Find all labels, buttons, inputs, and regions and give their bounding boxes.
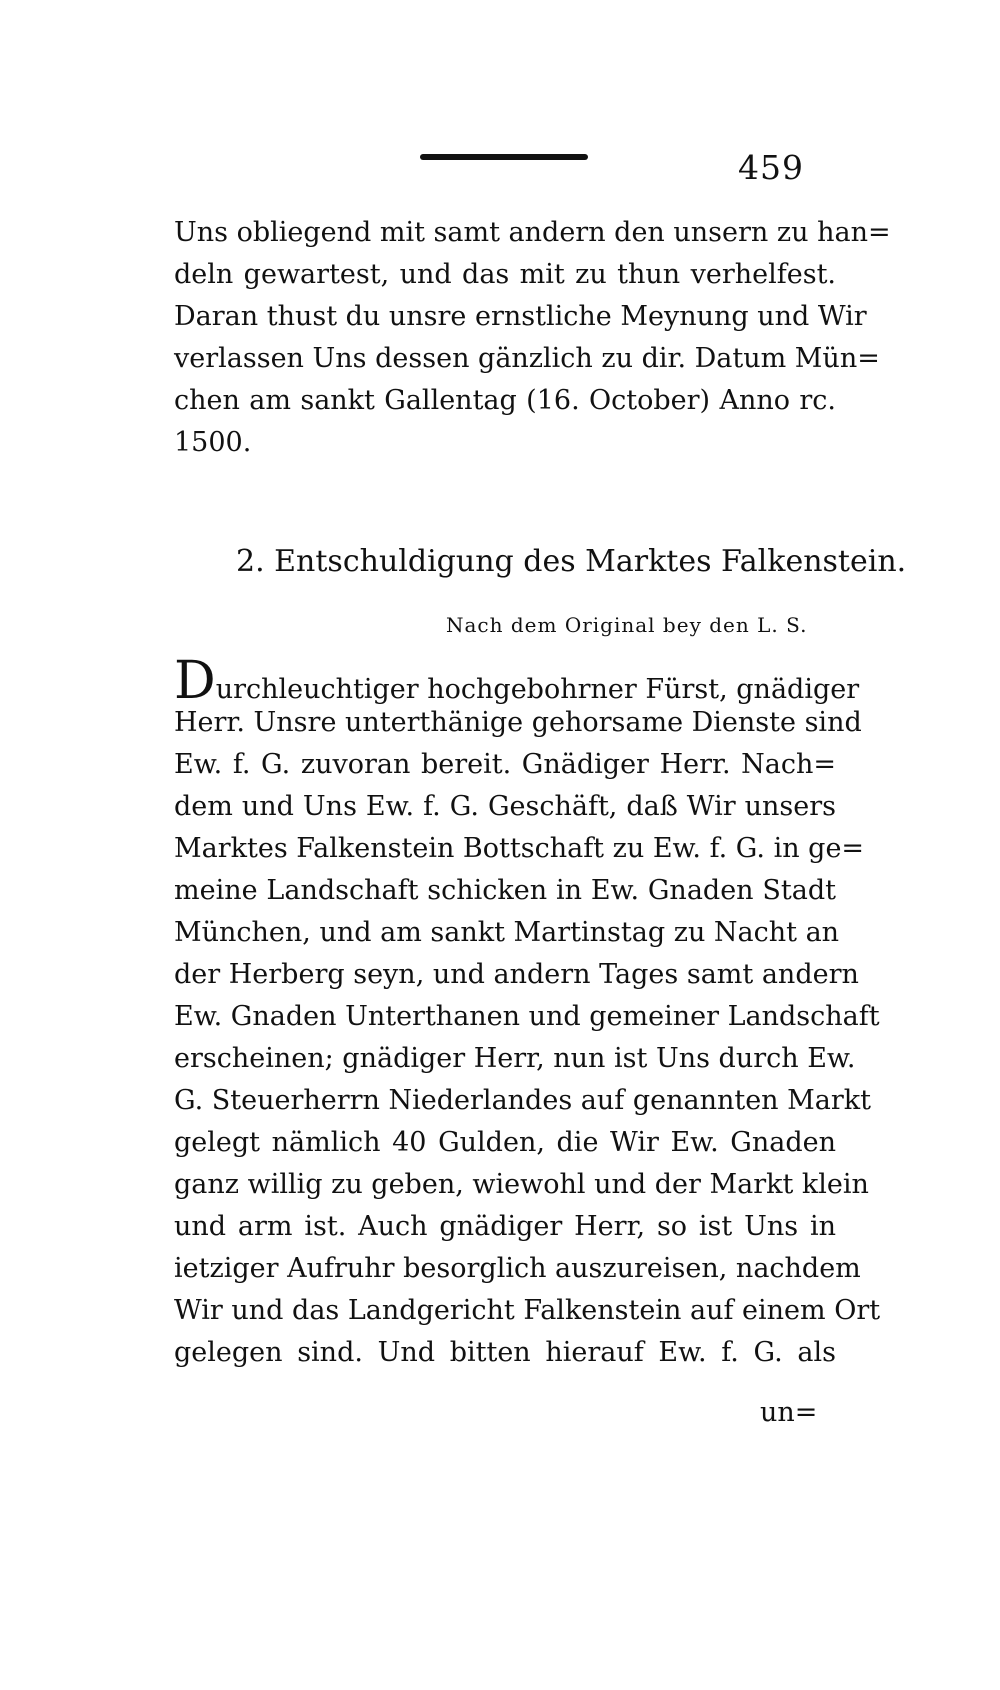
text-line: verlassen Uns dessen gänzlich zu dir. Datum Mün= (174, 343, 880, 374)
page-number: 459 (738, 148, 804, 187)
text-line: meine Landschaft schicken in Ew. Gnaden Stadt (174, 875, 836, 906)
text-line: 1500. (174, 427, 252, 458)
text-line: Marktes Falkenstein Bottschaft zu Ew. f. G. in ge= (174, 833, 865, 864)
text-line: Ew. Gnaden Unterthanen und gemeiner Landschaft (174, 1001, 880, 1032)
source-note: Nach dem Original bey den L. S. (446, 613, 808, 637)
text-line: chen am sankt Gallentag (16. October) Anno rc. (174, 385, 836, 416)
text-line: erscheinen; gnädiger Herr, nun ist Uns durch Ew. (174, 1043, 856, 1074)
text-line: der Herberg seyn, und andern Tages samt andern (174, 959, 859, 990)
text-line: Daran thust du unsre ernstliche Meynung und Wir (174, 301, 867, 332)
section-heading: 2. Entschuldigung des Marktes Falkenstein. (236, 544, 907, 579)
text-line: München, und am sankt Martinstag zu Nacht an (174, 917, 840, 948)
catchword: un= (760, 1397, 818, 1428)
text-line: deln gewartest, und das mit zu thun verhelfest. (174, 259, 836, 290)
text-line: Durchleuchtiger hochgebohrner Fürst, gnädiger (174, 651, 860, 711)
text-line: gelegt nämlich 40 Gulden, die Wir Ew. Gnaden (174, 1127, 836, 1158)
text-line: Wir und das Landgericht Falkenstein auf einem Ort (174, 1295, 881, 1326)
text-line: dem und Uns Ew. f. G. Geschäft, daß Wir unsers (174, 791, 836, 822)
text-line: Herr. Unsre unterthänige gehorsame Dienste sind (174, 707, 862, 738)
text-line: ietziger Aufruhr besorglich auszureisen, nachdem (174, 1253, 861, 1284)
text-line: G. Steuerherrn Niederlandes auf genannten Markt (174, 1085, 872, 1116)
text-line: und arm ist. Auch gnädiger Herr, so ist Uns in (174, 1211, 836, 1242)
text-line: Ew. f. G. zuvoran bereit. Gnädiger Herr. Nach= (174, 749, 836, 780)
text-line: ganz willig zu geben, wiewohl und der Markt klein (174, 1169, 869, 1200)
text-line: gelegen sind. Und bitten hierauf Ew. f. G. als (174, 1337, 836, 1368)
text-line: Uns obliegend mit samt andern den unsern zu han= (174, 217, 891, 248)
